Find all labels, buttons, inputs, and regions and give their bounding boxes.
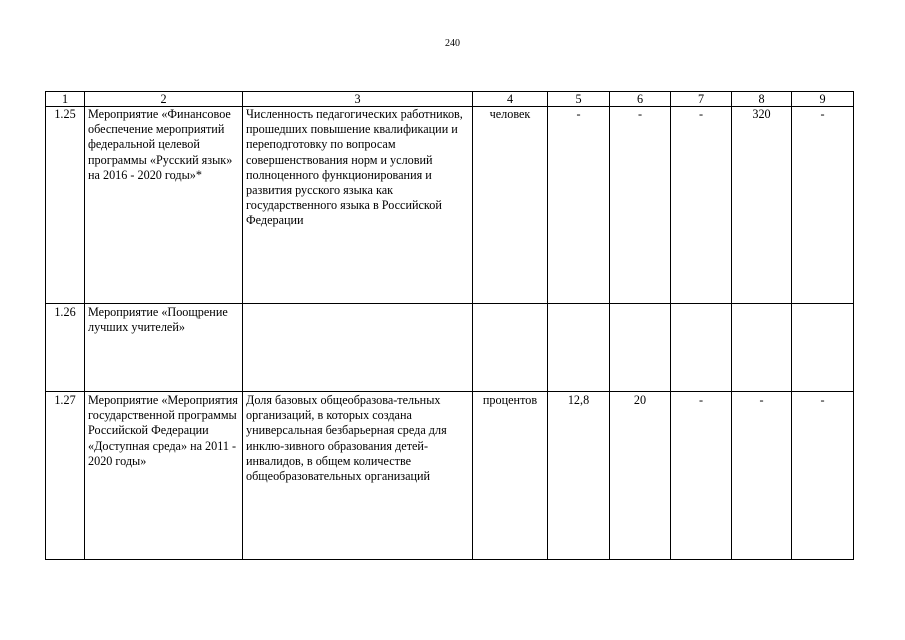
table-row [46, 107, 854, 304]
event-name-cell: Мероприятие «Поощрение лучших учителей» [85, 304, 243, 392]
event-name-cell: Мероприятие «Мероприятия государственной программы Российской Федерации «Доступная среда» на 2011 - 2020 годы» [85, 392, 243, 560]
value-cell-6: 20 [610, 392, 671, 560]
table-header-row [46, 92, 854, 107]
row-number: 1.26 [46, 304, 85, 392]
unit-cell [473, 304, 548, 392]
value-cell-8: - [732, 392, 792, 560]
unit-cell: процентов [473, 392, 548, 560]
value-cell-8 [732, 304, 792, 392]
column-header: 5 [548, 92, 610, 107]
value-cell-9: - [792, 107, 854, 304]
value-cell-6: - [610, 107, 671, 304]
value-cell-7 [671, 304, 732, 392]
column-header: 4 [473, 92, 548, 107]
row-number: 1.25 [46, 107, 85, 304]
page-number: 240 [445, 38, 460, 49]
indicator-cell: Доля базовых общеобразова-тельных организаций, в которых создана универсальная безбарьерная среда для инклю-зивного образования детей-инвалидов, в общем количестве общеобразовательных организаций [243, 392, 473, 560]
value-cell-9: - [792, 392, 854, 560]
column-header: 1 [46, 92, 85, 107]
table-row [46, 392, 854, 560]
value-cell-5: - [548, 107, 610, 304]
column-header: 6 [610, 92, 671, 107]
value-cell-5: 12,8 [548, 392, 610, 560]
value-cell-7: - [671, 392, 732, 560]
value-cell-8: 320 [732, 107, 792, 304]
column-header: 9 [792, 92, 854, 107]
value-cell-9 [792, 304, 854, 392]
column-header: 3 [243, 92, 473, 107]
row-number: 1.27 [46, 392, 85, 560]
unit-cell: человек [473, 107, 548, 304]
indicators-table [45, 91, 854, 560]
table-row [46, 304, 854, 392]
event-name-cell: Мероприятие «Финансовое обеспечение мероприятий федеральной целевой программы «Русский язык» на 2016 - 2020 годы»* [85, 107, 243, 304]
column-header: 8 [732, 92, 792, 107]
column-header: 7 [671, 92, 732, 107]
column-header: 2 [85, 92, 243, 107]
value-cell-6 [610, 304, 671, 392]
value-cell-7: - [671, 107, 732, 304]
value-cell-5 [548, 304, 610, 392]
indicator-cell: Численность педагогических работников, прошедших повышение квалификации и переподготовку по вопросам совершенствования норм и условий полноценного функционирования и развития русского языка как государственного языка в Российской Федерации [243, 107, 473, 304]
indicator-cell [243, 304, 473, 392]
